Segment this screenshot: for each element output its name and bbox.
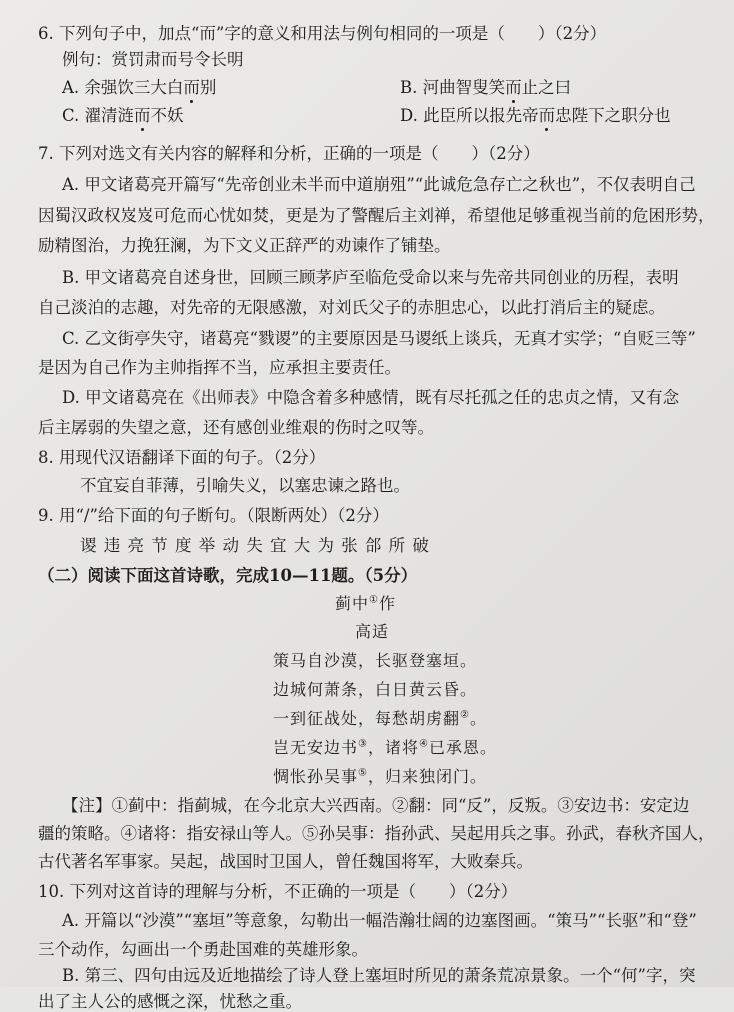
q7-option-a-line-1[interactable]: A. 甲文诸葛亮开篇写“先帝创业未半而中道崩殂”“此诚危急存亡之秋也”，不仅表明自己 <box>62 175 696 194</box>
poem-line-4-mid: ，诸将 <box>367 738 419 757</box>
q10-option-a-line-2: 三个动作，勾画出一个勇赴国难的英雄形象。 <box>38 940 368 959</box>
poem-line-3-note: ② <box>460 709 470 721</box>
poem-title <box>335 594 396 614</box>
q9-stem: 9. 用“/”给下面的句子断句。（限断两处）（2分） <box>38 506 389 525</box>
poem-line-4-note-2: ④ <box>419 738 429 750</box>
q6-option-a-er: 而 <box>183 78 200 97</box>
poem-line-3-end: 。 <box>469 709 487 728</box>
q7-option-d-line-2: 后主孱弱的失望之意，还有感创业维艰的伤时之叹等。 <box>38 418 434 437</box>
q6-option-b-er: 而 <box>505 78 522 97</box>
poem-line-5 <box>273 767 487 787</box>
notes-line-2: 疆的策略。④诸将：指安禄山等人。⑤孙吴事：指孙武、吴起用兵之事。孙武，春秋齐国人， <box>38 824 715 843</box>
q6-option-d-pre: D. 此臣所以报先帝 <box>400 106 539 125</box>
q7-option-b-line-1[interactable]: B. 甲文诸葛亮自述身世，回顾三顾茅庐至临危受命以来与先帝共同创业的历程，表明 <box>62 268 679 287</box>
poem-line-2: 边城何萧条，白日黄云昏。 <box>273 680 478 699</box>
q7-option-a-line-3: 励精图治，力挽狂澜，为下文义正辞严的劝谏作了铺垫。 <box>38 236 451 255</box>
poem-line-5-end: ，归来独闭门。 <box>367 767 487 786</box>
q6-option-c-er: 而 <box>134 106 151 125</box>
q6-option-c[interactable] <box>62 106 184 126</box>
notes-line-1: 【注】①蓟中：指蓟城，在今北京大兴西南。②翻：同“反”，反叛。③安边书：安定边 <box>62 796 690 815</box>
poem-line-4 <box>273 738 497 758</box>
q10-option-a-line-1[interactable]: A. 开篇以“沙漠”“塞垣”等意象，勾勒出一幅浩瀚壮阔的边塞图画。“策马”“长驱”和“登” <box>62 911 697 930</box>
section-2-heading: （二）阅读下面这首诗歌，完成10—11题。（5分） <box>38 566 418 585</box>
poem-line-3-text: 一到征战处，每愁胡虏翻 <box>273 709 461 728</box>
q7-stem: 7. 下列对选文有关内容的解释和分析，正确的一项是（ ）（2分） <box>38 144 540 163</box>
q10-option-b-line-2: 出了主人公的感慨之深，忧愁之重。 <box>38 992 302 1011</box>
poem-line-5-note: ⑤ <box>358 767 368 779</box>
q7-option-c-line-2: 是因为自己作为主帅指挥不当，应承担主要责任。 <box>38 358 401 377</box>
q7-option-d-line-1[interactable]: D. 甲文诸葛亮在《出师表》中隐含着多种感情，既有尽托孤之任的忠贞之情，又有念 <box>62 388 680 407</box>
poem-title-text: 蓟中 <box>335 594 370 613</box>
q6-option-d-post: 忠陛下之职分也 <box>555 106 671 125</box>
poem-line-4-text: 岂无安边书 <box>273 738 359 757</box>
q6-option-b-pre: B. 河曲智叟笑 <box>400 78 506 97</box>
q6-option-b-post: 止之曰 <box>521 78 572 97</box>
q8-sentence: 不宜妄自菲薄，引喻失义，以塞忠谏之路也。 <box>80 476 410 495</box>
poem-title-suffix: 作 <box>378 594 396 613</box>
notes-line-3: 古代著名军事家。吴起，战国时卫国人，曾任魏国将军，大败秦兵。 <box>38 852 533 871</box>
q6-option-a-post: 别 <box>199 78 217 97</box>
poem-line-3 <box>273 709 487 729</box>
poem-author: 高适 <box>355 622 390 641</box>
q10-stem: 10. 下列对这首诗的理解与分析，不正确的一项是（ ）（2分） <box>38 882 518 901</box>
poem-line-1: 策马自沙漠，长驱登塞垣。 <box>273 651 478 670</box>
poem-title-note: ① <box>369 594 379 606</box>
q6-option-d[interactable] <box>400 106 671 126</box>
q7-option-a-line-2: 因蜀汉政权岌岌可危而心忧如焚，更是为了警醒后主刘禅，希望他足够重视当前的危困形势， <box>38 206 715 225</box>
q6-example: 例句：赏罚肃而号令长明 <box>62 50 244 69</box>
q6-option-b[interactable] <box>400 78 571 98</box>
q8-stem: 8. 用现代汉语翻译下面的句子。（2分） <box>38 448 326 467</box>
q6-option-d-er: 而 <box>538 106 556 125</box>
q7-option-b-line-2: 自己淡泊的志趣，对先帝的无限感激，对刘氏父子的赤胆忠心，以此打消后主的疑虑。 <box>38 298 665 317</box>
q7-option-c-line-1[interactable]: C. 乙文街亭失守，诸葛亮“戮谡”的主要原因是马谡纸上谈兵，无真才实学；“自贬三等” <box>62 329 696 348</box>
q6-option-c-post: 不妖 <box>150 106 184 125</box>
q6-option-a-pre: A. 余强饮三大白 <box>62 78 184 97</box>
q6-option-a[interactable] <box>62 78 216 98</box>
q10-option-b-line-1[interactable]: B. 第三、四句由远及近地描绘了诗人登上塞垣时所见的萧条荒凉景象。一个“何”字，突 <box>62 966 696 985</box>
poem-line-4-note: ③ <box>358 738 368 750</box>
q9-sentence: 谡 违 亮 节 度 举 动 失 宜 大 为 张 郃 所 破 <box>80 536 430 555</box>
poem-line-4-end: 已承恩。 <box>428 738 497 757</box>
poem-line-5-text: 惆怅孙吴事 <box>273 767 359 786</box>
q6-option-c-pre: C. 濯清涟 <box>62 106 135 125</box>
q6-stem: 6. 下列句子中，加点“而”字的意义和用法与例句相同的一项是（ ）（2分） <box>38 24 607 43</box>
